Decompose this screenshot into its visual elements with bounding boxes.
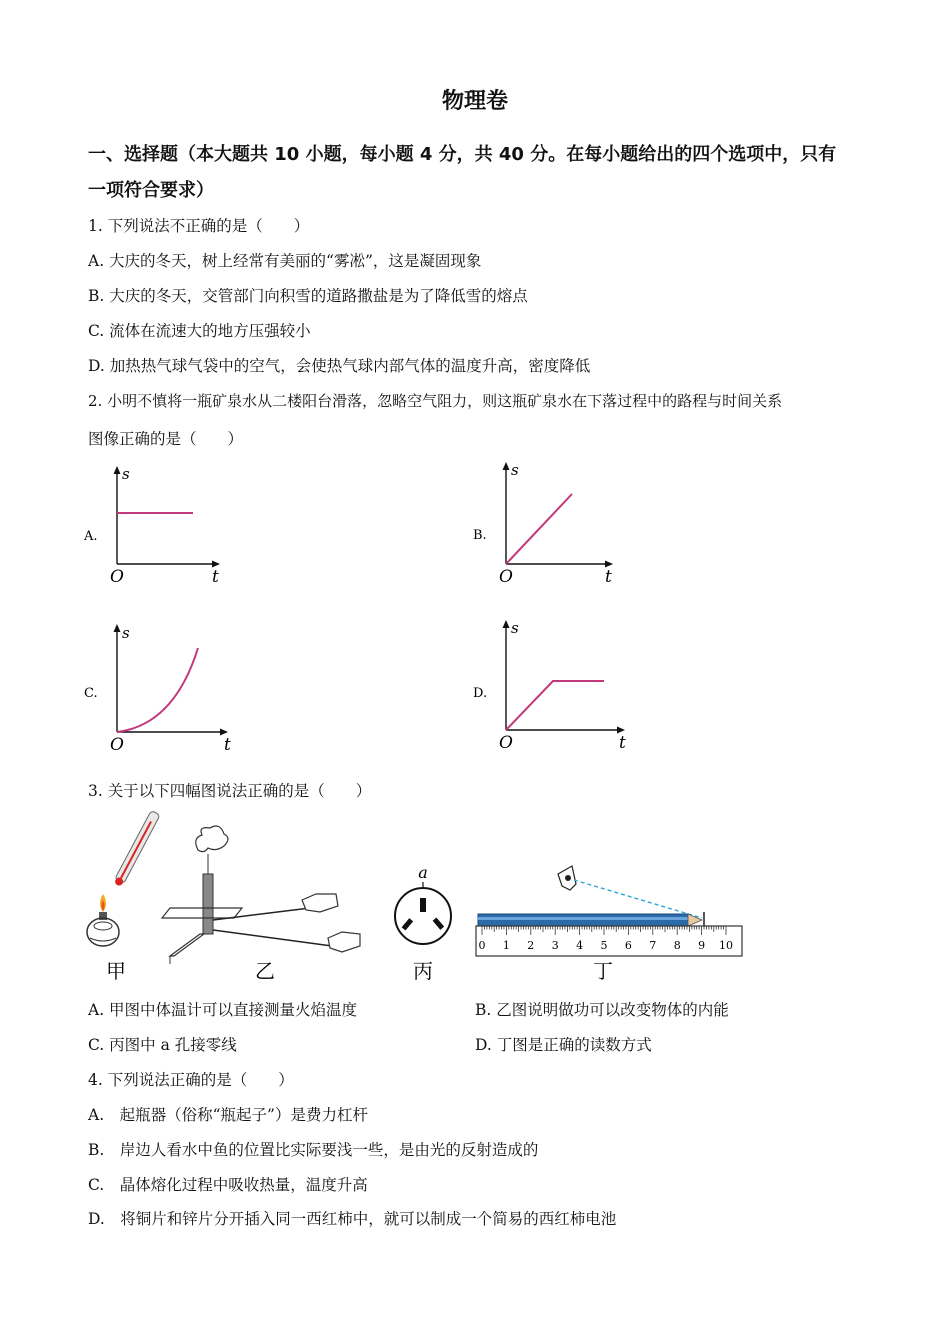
ruler-tick-label: 0 bbox=[478, 939, 486, 952]
q1-stem: 1. 下列说法不正确的是（ ） bbox=[88, 217, 310, 235]
origin-label: O bbox=[110, 567, 124, 587]
q3-option-c: C. 丙图中 a 孔接零线 bbox=[88, 1036, 237, 1054]
q1-option-c: C. 流体在流速大的地方压强较小 bbox=[88, 322, 311, 340]
q2-stem-line1: 2. 小明不慎将一瓶矿泉水从二楼阳台滑落，忽略空气阻力，则这瓶矿泉水在下落过程中的路程与时间关系 bbox=[88, 392, 783, 410]
socket-a-label: a bbox=[418, 863, 428, 882]
sight-line bbox=[574, 880, 702, 918]
graph-b-curve bbox=[506, 494, 572, 564]
q3-figures bbox=[80, 808, 760, 988]
ruler-tick-label: 4 bbox=[576, 939, 584, 952]
axis-x-label: t bbox=[224, 735, 231, 754]
graph-a-label: A. bbox=[84, 529, 98, 544]
section-heading-line2: 一项符合要求） bbox=[88, 180, 214, 201]
origin-label: O bbox=[110, 735, 124, 754]
ruler-tick-label: 10 bbox=[719, 939, 733, 952]
ruler-tick-label: 9 bbox=[698, 939, 706, 952]
fig-label-yi: 乙 bbox=[255, 959, 275, 983]
ruler-tick-label: 7 bbox=[649, 939, 657, 952]
origin-label: O bbox=[499, 733, 513, 753]
graph-c-curve bbox=[117, 648, 198, 732]
graph-d-curve bbox=[506, 681, 604, 730]
axis-y-label: s bbox=[122, 624, 130, 642]
q4-option-c: C. 晶体熔化过程中吸收热量，温度升高 bbox=[88, 1176, 368, 1194]
ruler-tick-label: 1 bbox=[502, 939, 510, 952]
ruler-tick-label: 8 bbox=[673, 939, 681, 952]
axis-y-label: s bbox=[511, 461, 519, 479]
ruler-tick-label: 3 bbox=[551, 939, 559, 952]
graph-c-label: C. bbox=[84, 686, 98, 701]
q4-stem: 4. 下列说法正确的是（ ） bbox=[88, 1071, 294, 1089]
axis-x-label: t bbox=[212, 567, 219, 587]
q2-stem-line2: 图像正确的是（ ） bbox=[88, 430, 244, 448]
graph-b-label: B. bbox=[473, 528, 487, 543]
socket-hole-a bbox=[420, 898, 426, 912]
origin-label: O bbox=[499, 567, 513, 587]
fig-label-ding: 丁 bbox=[593, 959, 613, 983]
axis-x-label: t bbox=[605, 567, 612, 587]
fig-label-jia: 甲 bbox=[106, 959, 126, 983]
ruler-pencil-figure bbox=[476, 866, 742, 983]
q1-option-a: A. 大庆的冬天，树上经常有美丽的“雾凇”，这是凝固现象 bbox=[88, 252, 482, 270]
graph-option-c bbox=[84, 620, 244, 754]
graph-option-b bbox=[473, 456, 633, 590]
q4-option-d: D. 将铜片和锌片分开插入同一西红柿中，就可以制成一个简易的西红柿电池 bbox=[88, 1210, 617, 1228]
graph-d-label: D. bbox=[473, 686, 488, 701]
q4-option-a: A. 起瓶器（俗称“瓶起子”）是费力杠杆 bbox=[88, 1106, 368, 1124]
q3-stem: 3. 关于以下四幅图说法正确的是（ ） bbox=[88, 782, 372, 800]
q1-option-b: B. 大庆的冬天，交管部门向积雪的道路撒盐是为了降低雪的熔点 bbox=[88, 287, 528, 305]
page-title: 物理卷 bbox=[441, 89, 508, 114]
q3-option-a: A. 甲图中体温计可以直接测量火焰温度 bbox=[88, 1001, 358, 1019]
ruler-tick-label: 2 bbox=[527, 939, 535, 952]
q3-option-b: B. 乙图说明做功可以改变物体的内能 bbox=[475, 1001, 729, 1019]
section-heading-line1: 一、选择题（本大题共 10 小题，每小题 4 分，共 40 分。在每小题给出的四个选项中，只有 bbox=[88, 144, 837, 165]
socket-figure bbox=[395, 863, 451, 983]
ruler-tick-label: 5 bbox=[600, 939, 608, 952]
fig-label-bing: 丙 bbox=[413, 959, 433, 983]
q4-option-b: B. 岸边人看水中鱼的位置比实际要浅一些，是由光的反射造成的 bbox=[88, 1141, 539, 1159]
q1-option-d: D. 加热热气球气袋中的空气，会使热气球内部气体的温度升高，密度降低 bbox=[88, 357, 591, 375]
graph-option-a bbox=[84, 460, 244, 590]
axis-x-label: t bbox=[619, 733, 626, 753]
graph-option-d bbox=[473, 614, 633, 754]
axis-y-label: s bbox=[511, 619, 519, 637]
thermometer-flame-figure bbox=[87, 810, 160, 983]
rope-tube-figure bbox=[162, 826, 360, 983]
axis-y-label: s bbox=[122, 465, 130, 483]
ruler-tick-label: 6 bbox=[624, 939, 632, 952]
q3-option-d: D. 丁图是正确的读数方式 bbox=[475, 1036, 652, 1054]
